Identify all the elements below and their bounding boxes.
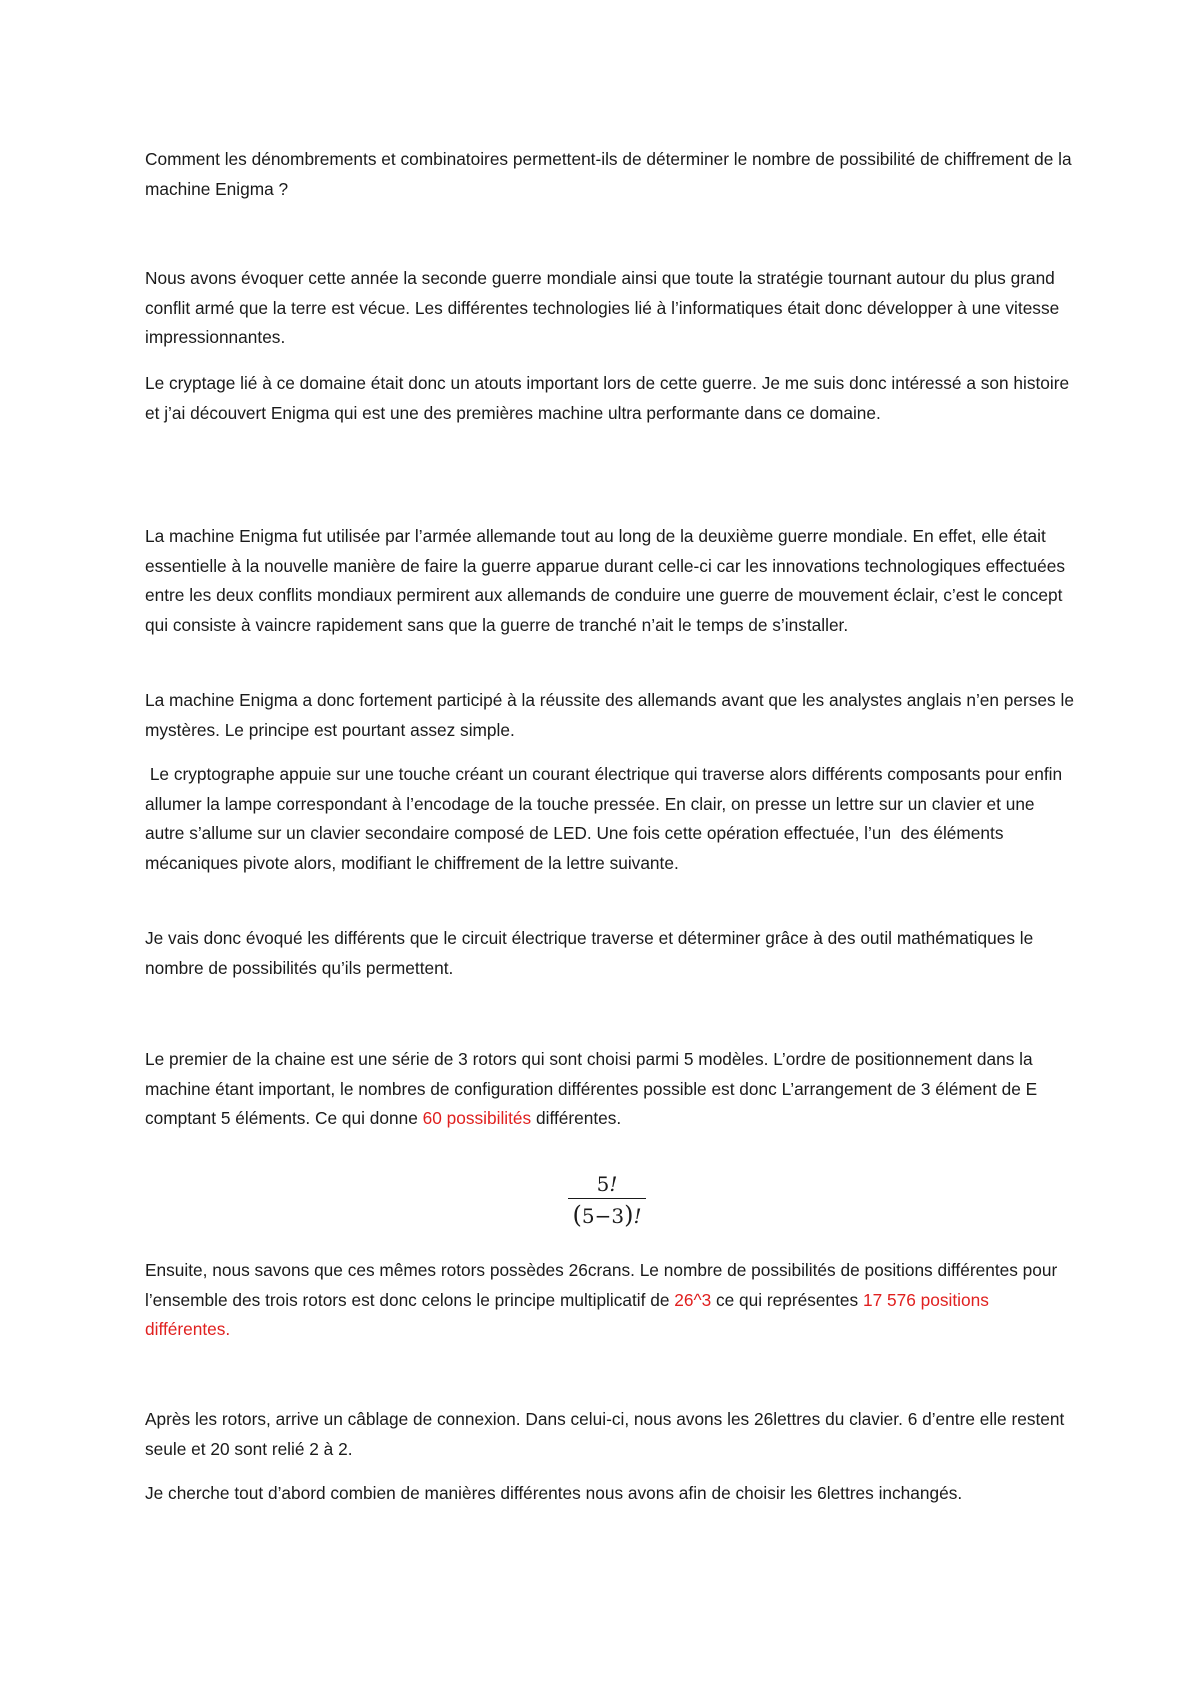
formula-open-paren: ( [572,1201,582,1229]
crans-highlight-power: 26^3 [674,1289,712,1310]
formula-numerator-factorial: ! [609,1172,618,1196]
arrangement-formula [568,1171,646,1229]
history-paragraph-1 [145,522,1075,640]
crans-text-middle: ce qui représentes [711,1289,863,1310]
fraction-bar [568,1198,646,1199]
rotors-text-main: Le premier de la chaine est une série de 3 rotors qui sont choisi parmi 5 modèles. L’ordre de positionnement dans la machine étant important, le nombres de configuration différentes possible est donc L’arrangement de 3 élément de E comptant 5 éléments. Ce qui donne [145,1049,1038,1128]
history-paragraph-4 [145,924,1075,983]
formula-denominator [568,1202,646,1229]
formula-numerator [568,1171,646,1197]
history-paragraph-2 [145,686,1075,745]
history-text-4: Je vais donc évoqué les différents que le circuit électrique traverse et déterminer grâce à des outil mathématiques le nombre de possibilités qu’ils permettent. [145,928,1034,978]
history-text-2: La machine Enigma a donc fortement participé à la réussite des allemands avant que les analystes anglais n’en perses le mystères. Le principe est pourtant assez simple. [145,690,1074,740]
crans-text [145,1256,1075,1345]
rotors-highlight: 60 possibilités [422,1108,532,1128]
formula-numerator-value: 5 [596,1172,610,1196]
history-text-3: Le cryptographe appuie sur une touche créant un courant électrique qui traverse alors différents composants pour enfin allumer la lampe correspondant à l’encodage de la touche pressée. En clair, on presse un lettre sur un clavier et une autre s’allume sur un clavier secondaire composé de LED. Une fois cette opération effectuée, l’un des éléments mécaniques pivote alors, modifiant le chiffrement de la lettre suivante. [145,764,1067,873]
cablage-paragraph-1 [145,1405,1075,1464]
question-text: Comment les dénombrements et combinatoires permettent-ils de déterminer le nombre de possibilité de chiffrement de la machine Enigma ? [145,149,1072,199]
history-paragraph-3 [145,760,1075,878]
crans-highlight-positions: 17 576 positions différentes. [145,1289,989,1339]
formula-close-paren: ) [624,1201,634,1229]
crans-paragraph [145,1256,1075,1345]
formula-denominator-factorial: ! [633,1204,642,1228]
question-paragraph [145,145,1075,204]
cablage-text-2: Je cherche tout d’abord combien de manières différentes nous avons afin de choisir les 6lettres inchangés. [145,1483,963,1503]
intro-paragraph-1 [145,264,1075,353]
history-text-1: La machine Enigma fut utilisée par l’armée allemande tout au long de la deuxième guerre mondiale. En effet, elle était essentielle à la nouvelle manière de faire la guerre apparue durant celle-ci car les innovations technologiques effectuées entre les deux conflits mondiaux permirent aux allemands de conduire une guerre de mouvement éclair, c’est le concept qui consiste à vaincre rapidement sans que la guerre de tranché n’ait le temps de s’installer. [145,526,1065,635]
rotors-text-end: différentes. [531,1108,622,1128]
crans-text-main: Ensuite, nous savons que ces mêmes rotors possèdes 26crans. Le nombre de possibilités de positions différentes pour l’ensemble des trois rotors est donc celons le principe multiplicatif de [145,1260,1058,1310]
intro-paragraph-2 [145,369,1075,428]
formula-denominator-inner: 5−3 [581,1204,625,1228]
intro-text-1: Nous avons évoquer cette année la seconde guerre mondiale ainsi que toute la stratégie tournant autour du plus grand conflit armé que la terre est vécue. Les différentes technologies lié à l’informatiques était donc développer à une vitesse impressionnantes. [145,268,1060,347]
intro-text-2: Le cryptage lié à ce domaine était donc un atouts important lors de cette guerre. Je me suis donc intéressé a son histoire et j’ai découvert Enigma qui est une des premières machine ultra performante dans ce domaine. [145,373,1070,423]
cablage-text-1: Après les rotors, arrive un câblage de connexion. Dans celui-ci, nous avons les 26lettres du clavier. 6 d’entre elle restent seule et 20 sont relié 2 à 2. [145,1409,1065,1459]
rotors-paragraph [145,1045,1075,1134]
rotors-text [145,1045,1075,1134]
cablage-paragraph-2 [145,1479,1075,1509]
